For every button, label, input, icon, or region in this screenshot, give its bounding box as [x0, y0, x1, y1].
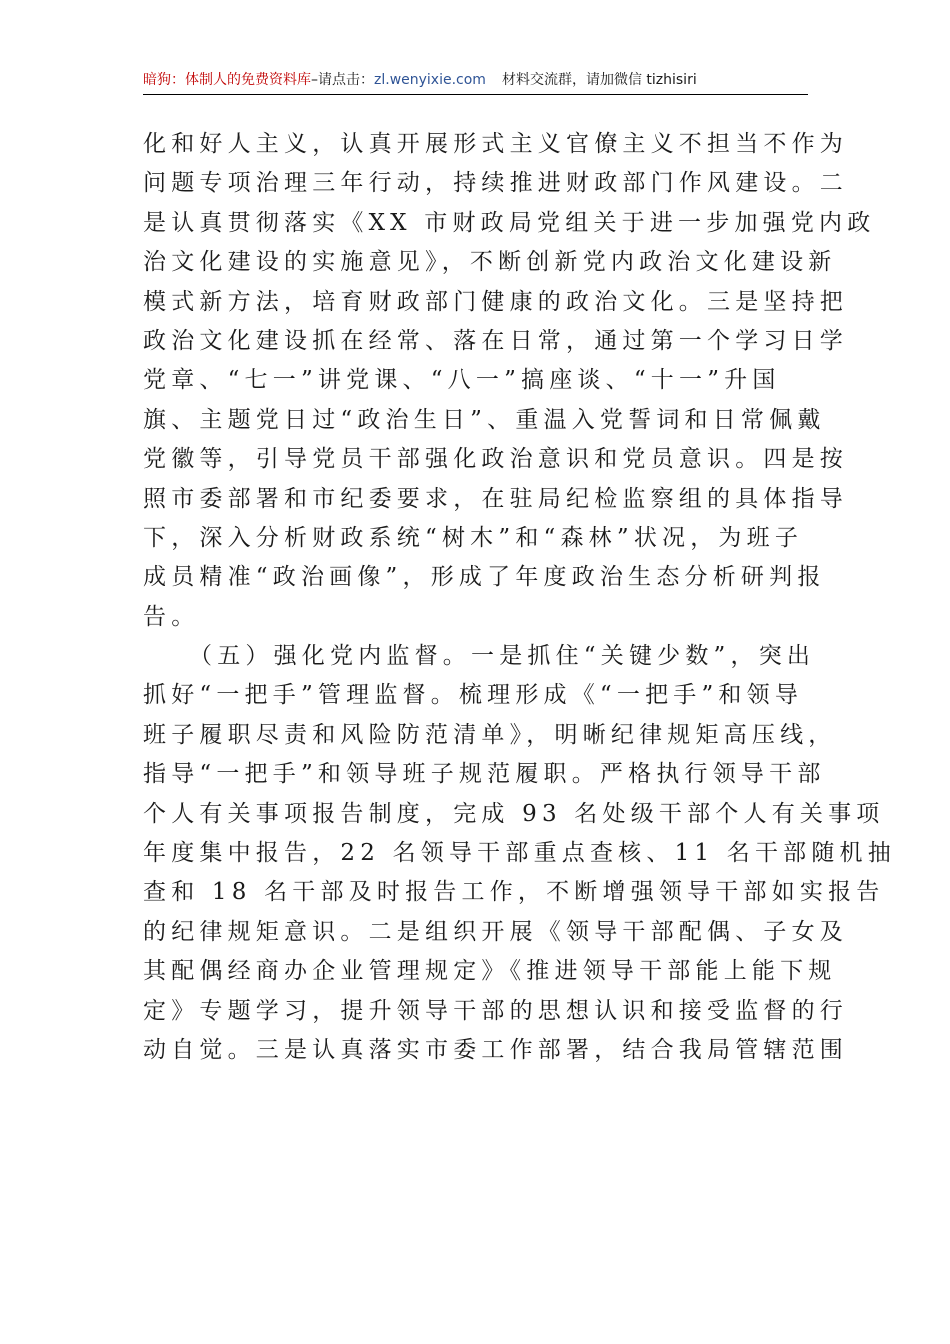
- body-line: 指导“一把手”和领导班子规范履职。严格执行领导干部: [143, 761, 826, 788]
- body-line: 照市委部署和市纪委要求，在驻局纪检监察组的具体指导: [143, 485, 848, 512]
- body-line: 模式新方法，培育财政部门健康的政治文化。三是坚持把: [143, 288, 848, 315]
- body-line: 问题专项治理三年行动，持续推进财政部门作风建设。二: [143, 170, 848, 197]
- body-line: 下，深入分析财政系统“树木”和“森林”状况，为班子: [143, 524, 804, 551]
- body-line: 成员精准“政治画像”，形成了年度政治生态分析研判报: [143, 564, 826, 591]
- header-url-link[interactable]: zl.wenyixie.com: [374, 72, 486, 88]
- body-line: 政治文化建设抓在经常、落在日常，通过第一个学习日学: [143, 327, 848, 354]
- header-group-info: 材料交流群，请加微信 tizhisiri: [501, 72, 697, 88]
- body-line: 是认真贯彻落实《XX 市财政局党组关于进一步加强党内政: [143, 209, 876, 236]
- body-line: 治文化建设的实施意见》，不断创新党内政治文化建设新: [143, 249, 837, 276]
- body-line: 定》专题学习，提升领导干部的思想认识和接受监督的行: [143, 997, 848, 1024]
- body-line: 其配偶经商办企业管理规定》《推进领导干部能上能下规: [143, 958, 837, 985]
- body-line: 的纪律规矩意识。二是组织开展《领导干部配偶、子女及: [143, 918, 848, 945]
- body-line: 党徽等，引导党员干部强化政治意识和党员意识。四是按: [143, 446, 848, 473]
- body-line: 抓好“一把手”管理监督。梳理形成《“一把手”和领导: [143, 682, 804, 709]
- body-line: 动自觉。三是认真落实市委工作部署，结合我局管辖范围: [143, 1036, 848, 1063]
- body-line: 告。: [143, 603, 200, 630]
- body-line: 查和 18 名干部及时报告工作，不断增强领导干部如实报告: [143, 879, 885, 906]
- document-body: [143, 125, 896, 1070]
- page-header: [143, 68, 808, 95]
- body-line: 个人有关事项报告制度，完成 93 名处级干部个人有关事项: [143, 800, 885, 827]
- body-line: 年度集中报告，22 名领导干部重点查核、11 名干部随机抽: [143, 840, 896, 867]
- body-line: 旗、主题党日过“政治生日”、重温入党誓词和日常佩戴: [143, 406, 826, 433]
- body-line: 班子履职尽责和风险防范清单》，明晰纪律规矩高压线，: [143, 721, 837, 748]
- header-link-label: –请点击：: [311, 72, 374, 88]
- header-brand: 暗狗：体制人的免费资料库: [143, 72, 311, 88]
- section-heading-line: （五）强化党内监督。一是抓住“关键少数”，突出: [189, 643, 816, 670]
- body-line: 党章、“七一”讲党课、“八一”搞座谈、“十一”升国: [143, 367, 781, 394]
- body-line: 化和好人主义，认真开展形式主义官僚主义不担当不作为: [143, 131, 848, 157]
